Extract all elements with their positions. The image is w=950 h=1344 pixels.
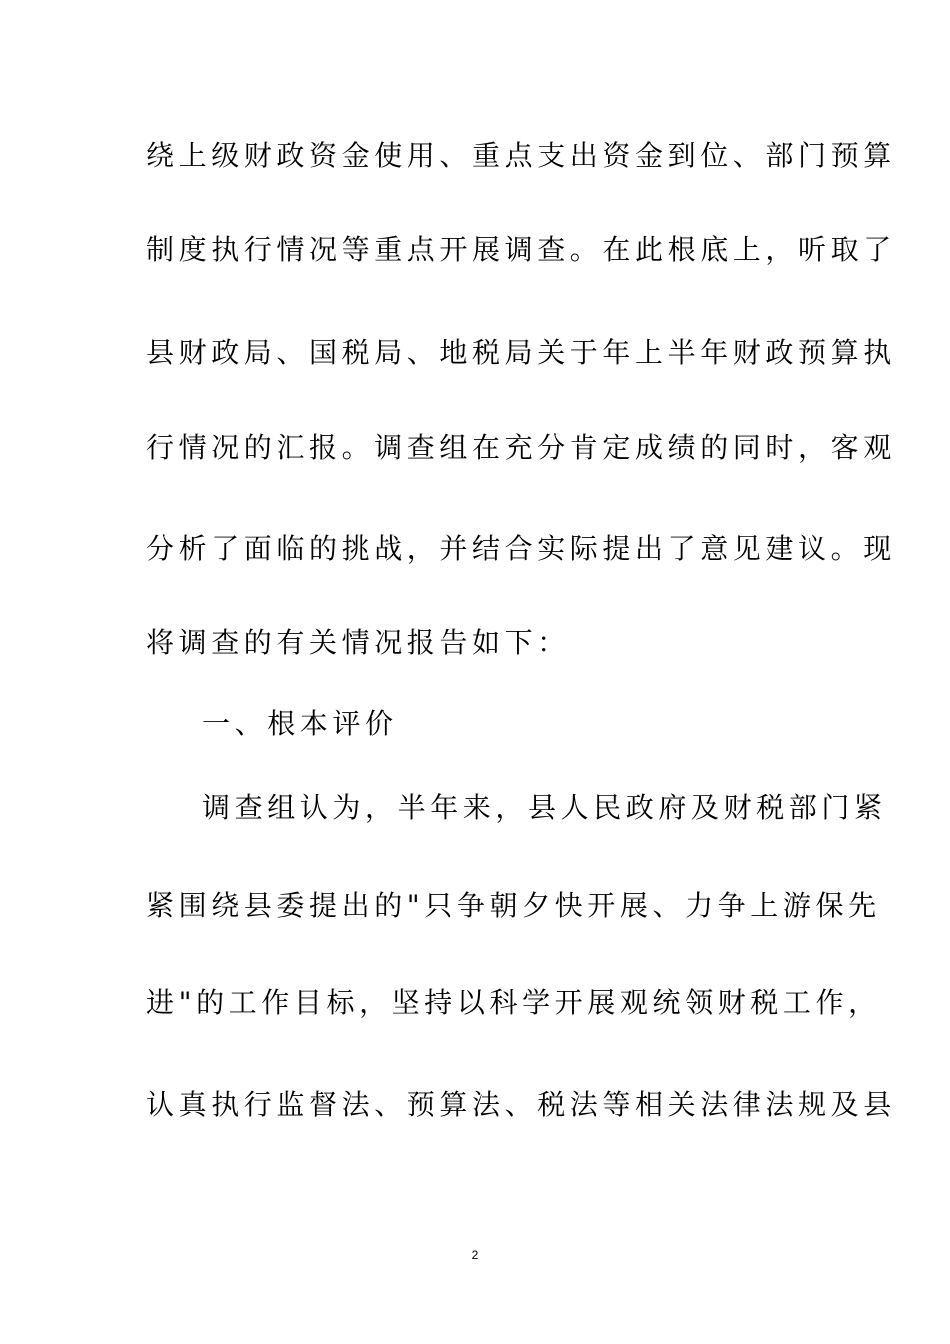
text-line: 紧围绕县委提出的"只争朝夕快开展、力争上游保先 xyxy=(146,889,881,922)
text-line: 认真执行监督法、预算法、税法等相关法律法规及县 xyxy=(146,1088,896,1121)
page-number: 2 xyxy=(471,1248,479,1262)
text-line: 县财政局、国税局、地税局关于年上半年财政预算执 xyxy=(146,336,896,369)
text-line: 行情况的汇报。调查组在充分肯定成绩的同时，客观 xyxy=(146,431,896,464)
text-line: 制度执行情况等重点开展调查。在此根底上，听取了 xyxy=(146,233,896,266)
text-line: 将调查的有关情况报告如下： xyxy=(146,626,570,659)
section-heading: 一、根本评价 xyxy=(202,707,398,740)
text-line: 调查组认为，半年来，县人民政府及财税部门紧 xyxy=(202,791,887,824)
text-line: 分析了面临的挑战，并结合实际提出了意见建议。现 xyxy=(146,532,896,565)
text-line: 绕上级财政资金使用、重点支出资金到位、部门预算 xyxy=(146,139,896,172)
text-line: 进"的工作目标，坚持以科学开展观统领财税工作， xyxy=(146,986,881,1019)
